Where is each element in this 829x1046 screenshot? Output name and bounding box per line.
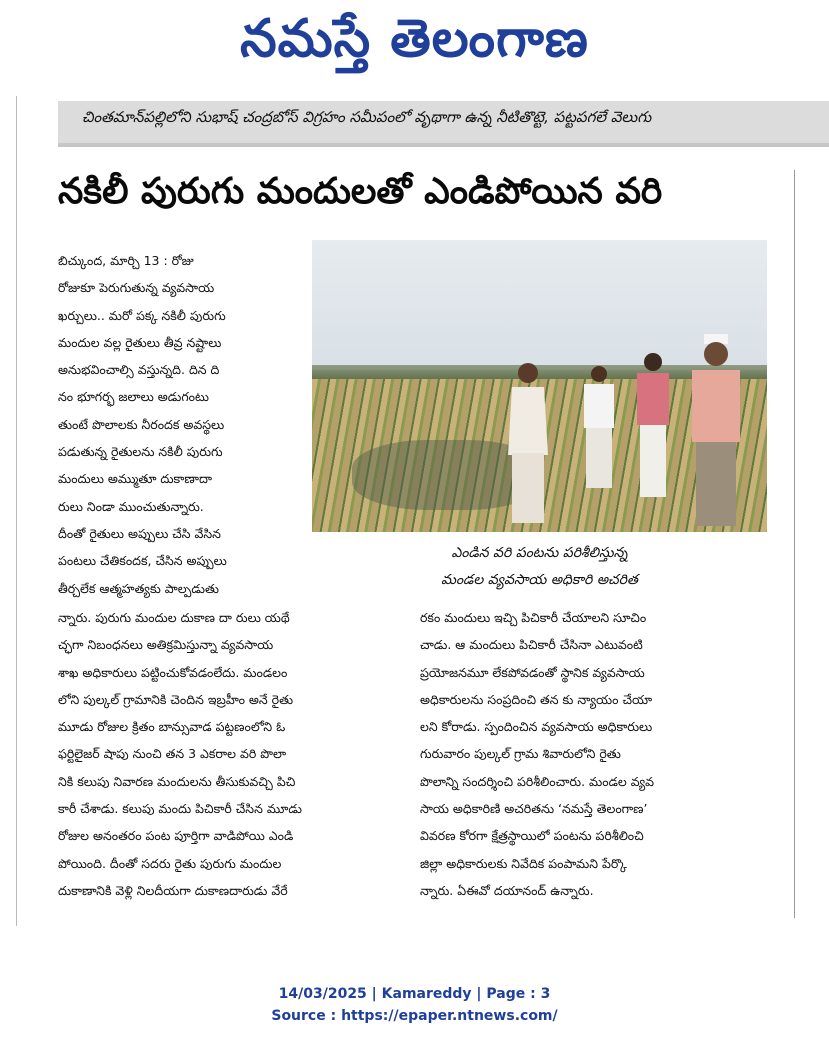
photo-farmer-figure [574, 360, 624, 500]
page-footer [0, 983, 829, 1027]
text-line: రకం మందులు ఇచ్చి పిచికారీ చేయాలని సూచిం [420, 610, 647, 625]
text-line: నికి కలుపు నివారణ మందులను తీసుకువచ్చి పిచి [58, 773, 296, 789]
text-line: జిల్లా అధికారులకు నివేదిక పంపామని పేర్కొ [420, 855, 627, 871]
caption-line-2: మండల వ్యవసాయ అధికారి అచరిత [441, 572, 638, 588]
text-line: తుంటే పొలాలకు నీరందక అవస్థలు [58, 416, 225, 432]
ticker-shadow [58, 143, 829, 147]
article-column-2-bottom [420, 604, 765, 904]
article-headline: నకిలీ పురుగు మందులతో ఎండిపోయిన వరి [58, 171, 663, 212]
text-line: న్నారు. పురుగు మందుల దుకాణ దా రులు యథే [58, 610, 290, 625]
text-line: నం భూగర్భ జలాలు అడుగంటు [58, 389, 209, 405]
photo-bearded-man-figure [680, 332, 752, 532]
text-line: దుకాణానికి వెళ్లి నిలదీయగా దుకాణదారుడు వేరే [58, 882, 288, 898]
text-line: మందులు అమ్ముతూ దుకాణాదా [58, 471, 212, 487]
text-line: ఖర్చులు.. మరో పక్క నకిలీ పురుగు [58, 307, 226, 323]
text-line: పడుతున్న రైతులను నకిలీ పురుగు [58, 444, 223, 460]
text-line: పంటలు చేతికందక, చేసిన అప్పులు [58, 553, 227, 569]
text-line: పోయింది. దీంతో సదరు రైతు పురుగు మందుల [58, 855, 282, 871]
article-column-1-bottom [58, 604, 400, 904]
text-line: లని కోరాడు. స్పందించిన వ్యవసాయ అధికారులు [420, 719, 653, 735]
text-line: అనుభవించాల్సి వస్తున్నది. దిన ది [58, 362, 220, 378]
text-line: ఫర్టిలైజర్ షాపు నుంచి తన 3 ఎకరాల వరి పొలా [58, 746, 287, 762]
text-line: సాయ అధికారిణి అచరితను ‘నమస్తే తెలంగాణ’ [420, 801, 648, 817]
left-margin-rule [16, 96, 17, 926]
article-column-1-top [58, 247, 303, 602]
text-line: గురువారం పుల్కల్ గ్రామ శివారులోని రైతు [420, 746, 621, 762]
text-line: ప్రయోజనమూ లేకపోవడంతో స్థానిక వ్యవసాయ [420, 664, 645, 680]
text-line: కారీ చేశాడు. కలుపు మందు పిచికారీ చేసిన మూడు [58, 801, 302, 817]
text-line: న్నారు. ఏఈవో దయానంద్ ఉన్నారు. [420, 882, 594, 898]
text-line: దీంతో రైతులు అప్పులు చేసి వేసిన [58, 525, 221, 541]
footer-source: Source : https://epaper.ntnews.com/ [271, 1008, 558, 1024]
photo-officer-figure [498, 355, 558, 532]
text-line: తీర్చలేక ఆత్మహత్యకు పాల్పడుతు [58, 580, 220, 596]
ticker-strip: చింతమాన్‌పల్లిలోని సుభాష్ చంద్రబోస్ విగ్రహం సమీపంలో వృథాగా ఉన్న నీటితొట్టె, పట్టపగలే వెలుగు [58, 101, 829, 143]
text-line: రులు నిండా ముంచుతున్నారు. [58, 498, 204, 514]
text-line: చాడు. ఆ మందులు పిచికారీ చేసినా ఎటువంటి [420, 637, 643, 653]
text-line: బిచ్కుంద, మార్చి 13 : రోజు [58, 253, 194, 268]
text-line: వివరణ కోరగా క్షేత్రస్థాయిలో పంటను పరిశీలించి [420, 828, 644, 844]
photo-man-pink-shirt-figure [628, 348, 678, 508]
text-line: లోని పుల్కల్ గ్రామానికి చెందిన ఇబ్రహీం అనే రైతు [58, 691, 294, 707]
text-line: చ్ఛగా నిబంధనలు అతిక్రమిస్తున్నా వ్యవసాయ [58, 637, 274, 653]
adjacent-article-edge [814, 170, 829, 910]
text-line: రోజుకూ పెరుగుతున్న వ్యవసాయ [58, 280, 215, 296]
newspaper-masthead: నమస్తే తెలంగాణ [240, 9, 589, 69]
caption-line-1: ఎండిన వరి పంటను పరిశీలిస్తున్న [451, 545, 628, 561]
text-line: శాఖ అధికారులు పట్టించుకోవడంలేదు. మండలం [58, 664, 288, 680]
text-line: రోజుల అనంతరం పంట పూర్తిగా వాడిపోయి ఎండి [58, 828, 294, 844]
photo-caption [312, 540, 767, 596]
footer-date-edition: 14/03/2025 | Kamareddy | Page : 3 [278, 986, 551, 1002]
news-photo [312, 240, 767, 532]
column-divider [794, 170, 795, 918]
text-line: మూడు రోజుల క్రితం బాన్సువాడ పట్టణంలోని ఓ [58, 719, 286, 735]
text-line: మందుల వల్ల రైతులు తీవ్ర నష్టాలు [58, 334, 222, 350]
text-line: అధికారులను సంప్రదించి తన కు న్యాయం చేయా [420, 691, 653, 707]
text-line: పొలాన్ని సందర్శించి పరిశీలించారు. మండల వ్యవ [420, 773, 655, 789]
